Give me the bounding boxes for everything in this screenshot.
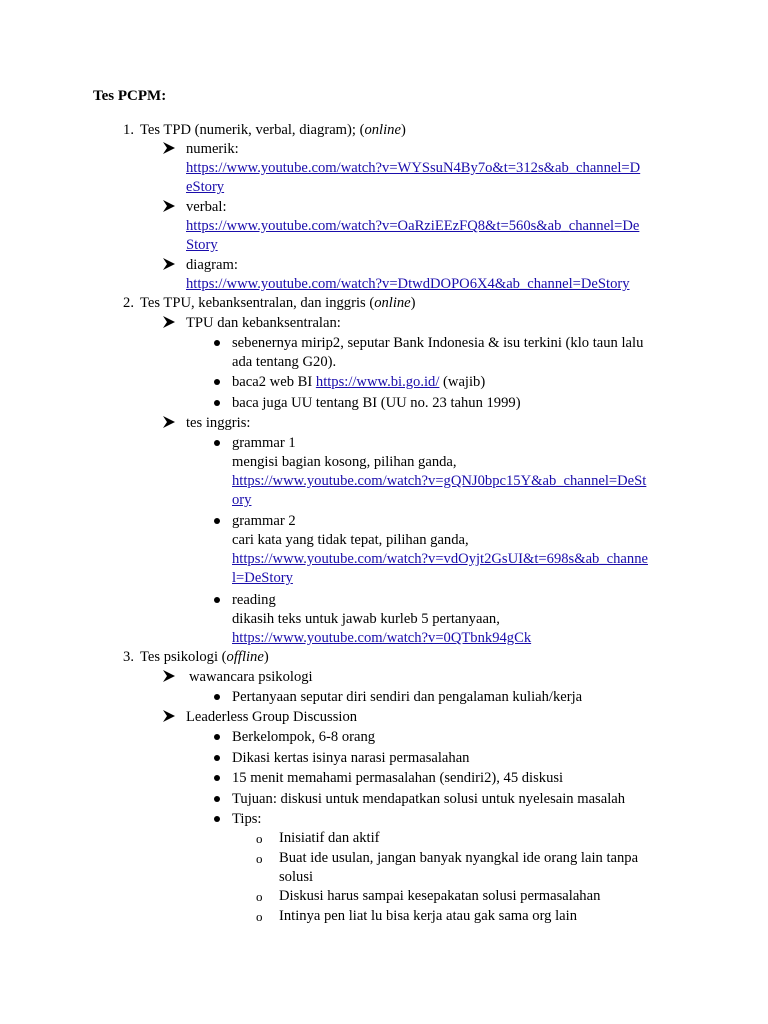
- bullet-dot-icon: [214, 440, 220, 446]
- arrow-bullet-icon: [162, 141, 176, 155]
- list-item: reading: [232, 592, 276, 608]
- bullet-dot-icon: [214, 400, 220, 406]
- list-item-label: wawancara psikologi: [189, 669, 313, 685]
- arrow-bullet-icon: [162, 315, 176, 329]
- arrow-bullet-icon: [162, 415, 176, 429]
- list-item: Tips:: [232, 811, 262, 827]
- list-item: 15 menit memahami permasalahan (sendiri2), 45 diskusi: [232, 770, 564, 786]
- circle-bullet-icon: o: [256, 831, 263, 846]
- arrow-bullet-icon: [162, 669, 176, 683]
- list-item: grammar 2: [232, 513, 296, 529]
- sub-list-item: Buat ide usulan, jangan banyak nyangkal ide orang lain tanpa: [279, 850, 639, 866]
- list-item: sebenernya mirip2, seputar Bank Indonesia & isu terkini (klo taun lalu: [232, 335, 644, 351]
- list-item: Berkelompok, 6-8 orang: [232, 729, 376, 745]
- list-item-label: diagram:: [186, 257, 238, 273]
- circle-bullet-icon: o: [256, 851, 263, 866]
- youtube-link[interactable]: https://www.youtube.com/watch?v=WYSsuN4By7o&t=312s&ab_channel=D: [186, 160, 641, 176]
- bullet-dot-icon: [214, 796, 220, 802]
- bullet-dot-icon: [214, 734, 220, 740]
- list-item-label: numerik:: [186, 141, 239, 157]
- youtube-link[interactable]: ory: [232, 492, 252, 508]
- youtube-link[interactable]: https://www.youtube.com/watch?v=gQNJ0bpc15Y&ab_channel=DeSt: [232, 473, 647, 489]
- list-item-label: TPU dan kebanksentralan:: [186, 315, 341, 331]
- arrow-bullet-icon: [162, 257, 176, 271]
- youtube-link[interactable]: https://www.youtube.com/watch?v=vdOyjt2GsUI&t=698s&ab_channe: [232, 551, 648, 567]
- sub-list-item: solusi: [279, 869, 314, 885]
- section-number: 2.: [123, 295, 134, 311]
- bullet-dot-icon: [214, 379, 220, 385]
- arrow-bullet-icon: [162, 709, 176, 723]
- section-heading: Tes TPD (numerik, verbal, diagram); (online): [140, 122, 406, 138]
- list-item: Dikasi kertas isinya narasi permasalahan: [232, 750, 470, 766]
- list-item: baca2 web BI https://www.bi.go.id/ (wajib): [232, 374, 486, 390]
- bullet-dot-icon: [214, 597, 220, 603]
- circle-bullet-icon: o: [256, 889, 263, 904]
- list-item: grammar 1: [232, 435, 296, 451]
- list-item: cari kata yang tidak tepat, pilihan ganda,: [232, 532, 469, 548]
- sub-list-item: Diskusi harus sampai kesepakatan solusi permasalahan: [279, 888, 601, 904]
- youtube-link[interactable]: https://www.youtube.com/watch?v=DtwdDOPO6X4&ab_channel=DeStory: [186, 276, 630, 292]
- list-item: dikasih teks untuk jawab kurleb 5 pertanyaan,: [232, 611, 500, 627]
- sub-list-item: Inisiatif dan aktif: [279, 830, 380, 846]
- section-number: 1.: [123, 122, 134, 138]
- arrow-bullet-icon: [162, 199, 176, 213]
- bullet-dot-icon: [214, 518, 220, 524]
- list-item: ada tentang G20).: [232, 354, 337, 370]
- bullet-dot-icon: [214, 694, 220, 700]
- circle-bullet-icon: o: [256, 909, 263, 924]
- youtube-link[interactable]: https://www.youtube.com/watch?v=0QTbnk94gCk: [232, 630, 532, 646]
- list-item: Pertanyaan seputar diri sendiri dan pengalaman kuliah/kerja: [232, 689, 583, 705]
- youtube-link[interactable]: https://www.youtube.com/watch?v=OaRziEEzFQ8&t=560s&ab_channel=De: [186, 218, 640, 234]
- section-heading: Tes TPU, kebanksentralan, dan inggris (online): [140, 295, 416, 311]
- bi-website-link[interactable]: https://www.bi.go.id/: [315, 374, 440, 390]
- bullet-dot-icon: [214, 340, 220, 346]
- list-item: baca juga UU tentang BI (UU no. 23 tahun 1999): [232, 395, 521, 411]
- bullet-dot-icon: [214, 816, 220, 822]
- youtube-link[interactable]: Story: [186, 237, 218, 253]
- section-heading: Tes psikologi (offline): [140, 649, 269, 665]
- youtube-link[interactable]: l=DeStory: [232, 570, 293, 586]
- bullet-dot-icon: [214, 755, 220, 761]
- bullet-dot-icon: [214, 775, 220, 781]
- youtube-link[interactable]: eStory: [186, 179, 225, 195]
- list-item-label: tes inggris:: [186, 415, 251, 431]
- section-number: 3.: [123, 649, 134, 665]
- page-title: Tes PCPM:: [93, 88, 167, 104]
- list-item-label: verbal:: [186, 199, 227, 215]
- sub-list-item: Intinya pen liat lu bisa kerja atau gak sama org lain: [279, 908, 577, 924]
- list-item: mengisi bagian kosong, pilihan ganda,: [232, 454, 457, 470]
- list-item-label: Leaderless Group Discussion: [186, 709, 358, 725]
- list-item: Tujuan: diskusi untuk mendapatkan solusi untuk nyelesain masalah: [232, 791, 626, 807]
